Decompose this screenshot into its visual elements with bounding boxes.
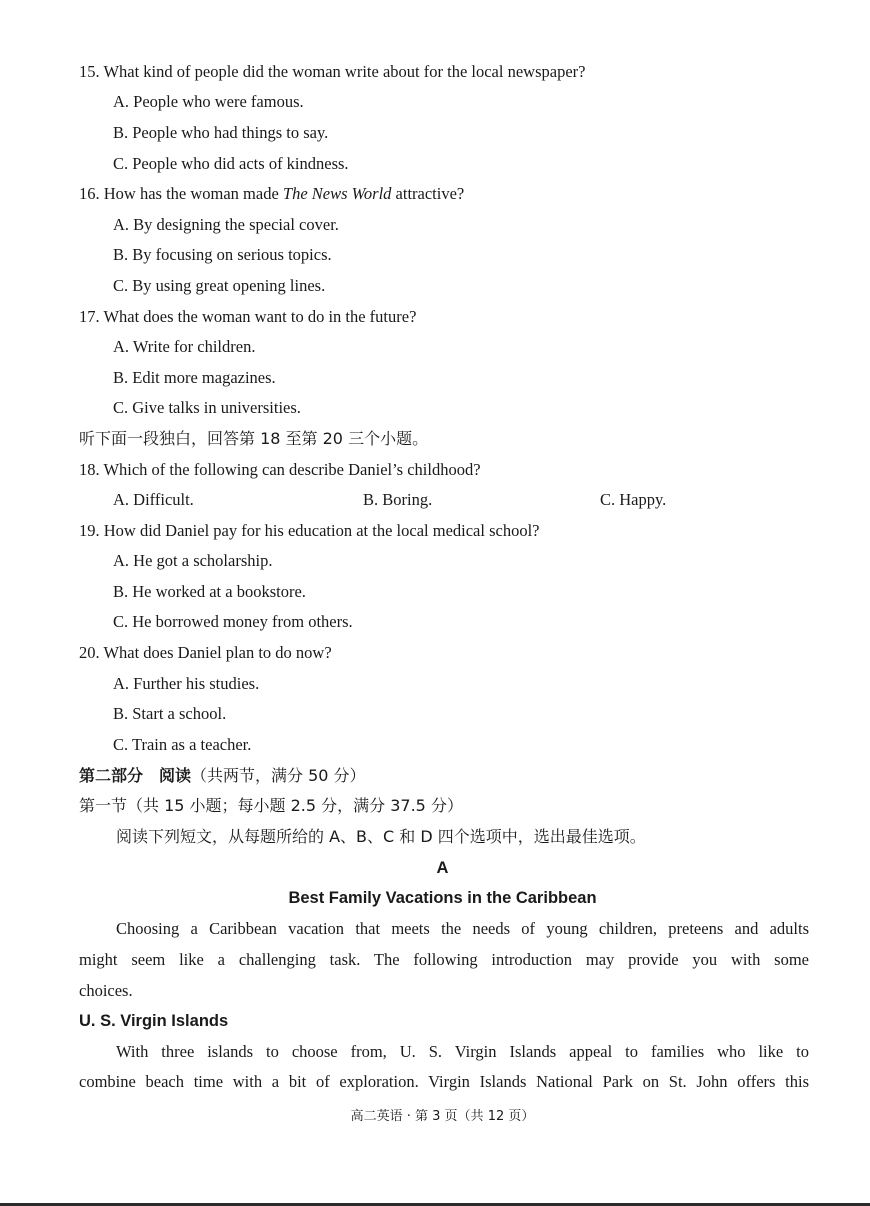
passage-title: Best Family Vacations in the Caribbean [288, 889, 597, 907]
page-footer: 高二英语 · 第 3 页（共 12 页） [350, 1109, 535, 1124]
question-18-stem: 18. Which of the following can describe Daniel’s childhood? [79, 460, 481, 479]
question-15-option-a: A. People who were famous. [113, 92, 304, 111]
section1-heading: 第一节（共 15 小题；每小题 2.5 分，满分 37.5 分） [79, 796, 463, 815]
question-19-option-c: C. He borrowed money from others. [113, 612, 353, 631]
question-15-option-b: B. People who had things to say. [113, 123, 329, 142]
question-16-stem-pre: 16. How has the woman made [79, 184, 283, 203]
reading-instruction: 阅读下列短文，从每题所给的 A、B、C 和 D 四个选项中，选出最佳选项。 [116, 827, 646, 846]
passage-letter: A [436, 859, 449, 877]
question-17-option-a: A. Write for children. [113, 337, 256, 356]
passage-body-line-1: With three islands to choose from, U. S. Virgin Islands appeal to families who like to [116, 1042, 809, 1061]
question-20-option-a: A. Further his studies. [113, 674, 260, 693]
subheading-virgin-islands: U. S. Virgin Islands [79, 1012, 229, 1030]
part2-heading-bold: 第二部分 阅读 [79, 766, 192, 785]
magazine-title: The News World [282, 184, 392, 203]
question-20-stem: 20. What does Daniel plan to do now? [79, 643, 332, 662]
question-16-option-c: C. By using great opening lines. [113, 276, 326, 295]
question-18-option-a: A. Difficult. [113, 490, 194, 509]
part2-heading [79, 766, 366, 786]
question-17-stem: 17. What does the woman want to do in the future? [79, 307, 417, 326]
question-15-stem: 15. What kind of people did the woman write about for the local newspaper? [79, 62, 586, 81]
question-16-option-b: B. By focusing on serious topics. [113, 245, 332, 264]
part2-heading-rest: （共两节，满分 50 分） [191, 766, 366, 785]
passage-intro-line-3: choices. [79, 981, 133, 1000]
question-20-option-b: B. Start a school. [113, 704, 227, 723]
question-15-option-c: C. People who did acts of kindness. [113, 154, 349, 173]
passage-intro-line-2: might seem like a challenging task. The following introduction may provide you with some [79, 950, 809, 969]
question-20-option-c: C. Train as a teacher. [113, 735, 252, 754]
question-17-option-c: C. Give talks in universities. [113, 398, 301, 417]
question-16-option-a: A. By designing the special cover. [113, 215, 339, 234]
question-18-option-c: C. Happy. [600, 490, 667, 509]
passage-body-line-2: combine beach time with a bit of exploration. Virgin Islands National Park on St. John offers this [79, 1072, 809, 1091]
question-19-stem: 19. How did Daniel pay for his education at the local medical school? [79, 521, 540, 540]
question-19-option-a: A. He got a scholarship. [113, 551, 273, 570]
question-16-stem-post: attractive? [391, 184, 465, 203]
monologue-instruction: 听下面一段独白，回答第 18 至第 20 三个小题。 [79, 429, 429, 448]
question-19-option-b: B. He worked at a bookstore. [113, 582, 306, 601]
passage-intro-line-1: Choosing a Caribbean vacation that meets the needs of young children, preteens and adults [116, 919, 809, 938]
question-16-stem [79, 184, 464, 204]
question-17-option-b: B. Edit more magazines. [113, 368, 276, 387]
question-18-option-b: B. Boring. [363, 490, 433, 509]
